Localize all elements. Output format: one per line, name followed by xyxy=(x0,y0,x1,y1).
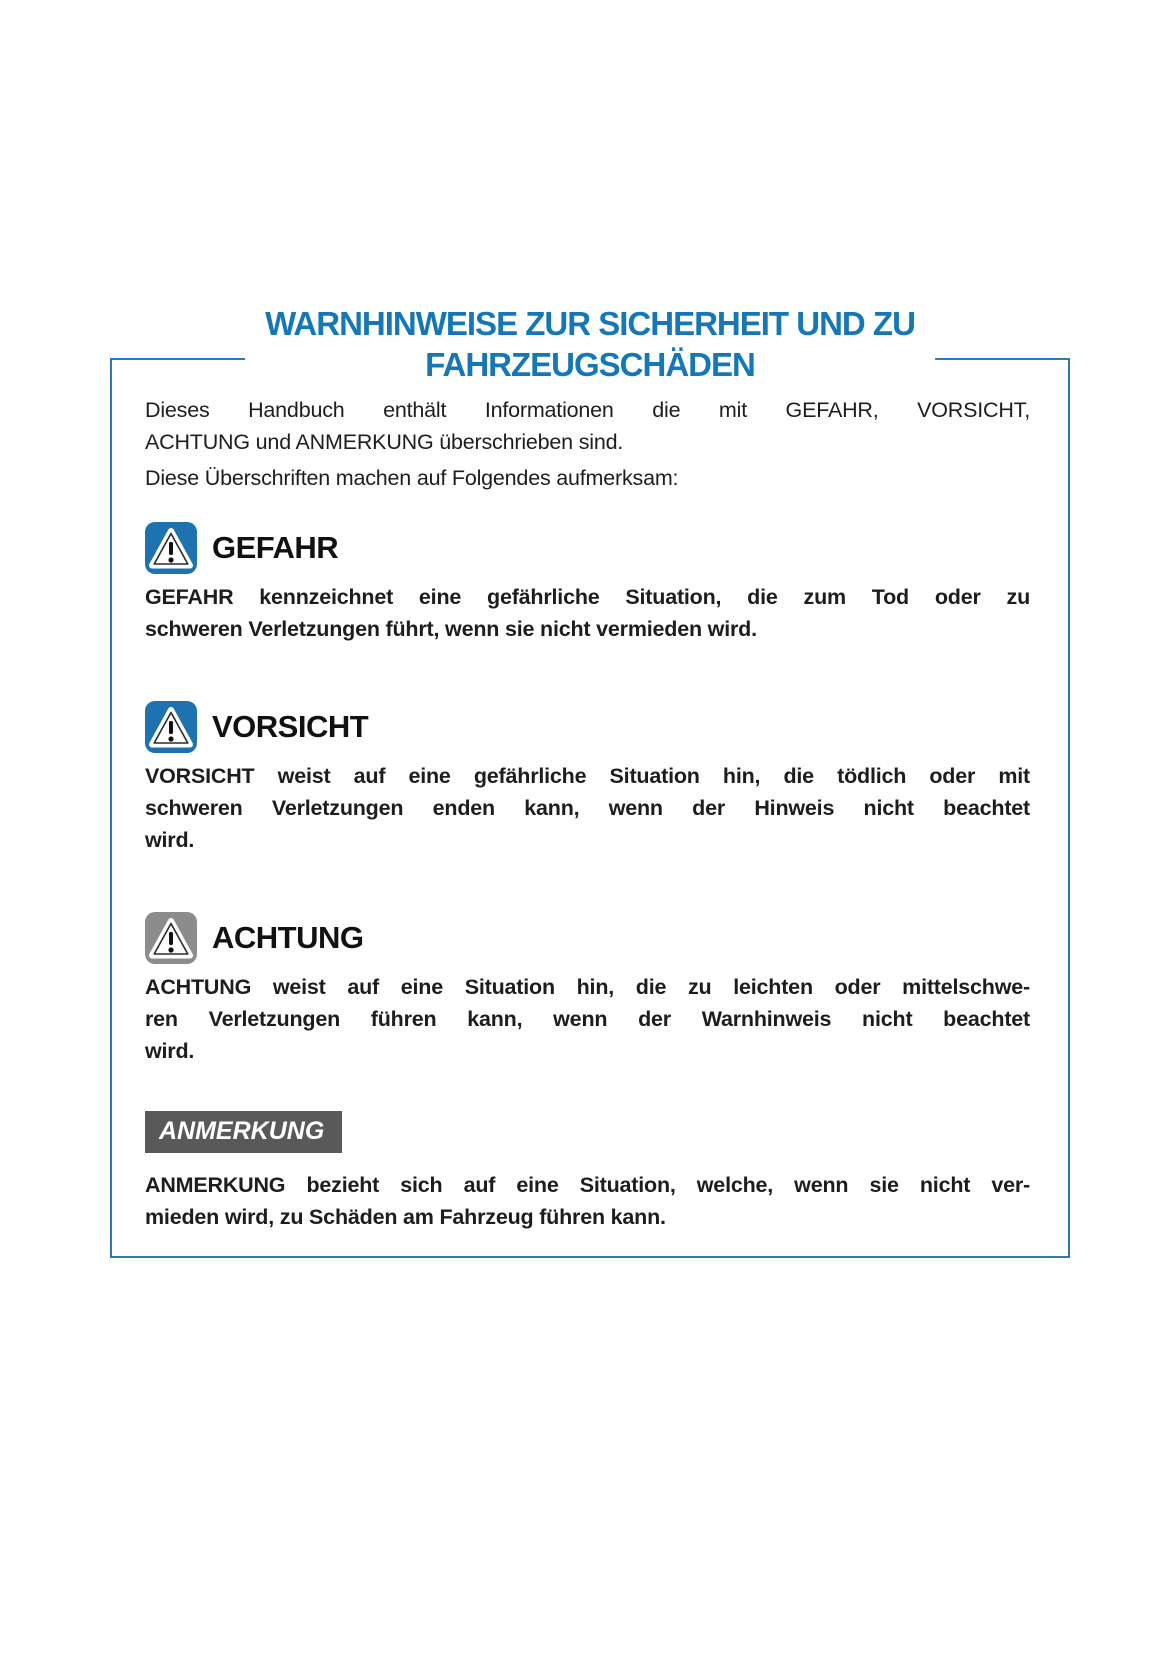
intro-line: Dieses Handbuch enthält Informationen die mit GEFAHR, VORSICHT, xyxy=(145,398,1030,422)
warning-triangle-icon xyxy=(145,701,197,753)
section-title: GEFAHR xyxy=(212,530,339,565)
intro-subline: Diese Überschriften machen auf Folgendes aufmerksam: xyxy=(145,466,679,490)
section-title: VORSICHT xyxy=(212,709,369,744)
paragraph-line: VORSICHT weist auf eine gefährliche Situation hin, die tödlich oder mit xyxy=(145,764,1030,788)
paragraph-line: wird. xyxy=(145,828,195,852)
page-title-line1: WARNHINWEISE ZUR SICHERHEIT UND ZU xyxy=(265,305,915,342)
paragraph-line: ren Verletzungen führen kann, wenn der Warnhinweis nicht beachtet xyxy=(145,1007,1030,1031)
section-heading-achtung xyxy=(145,912,1030,964)
paragraph-line: mieden wird, zu Schäden am Fahrzeug führen kann. xyxy=(145,1205,666,1229)
intro-paragraph xyxy=(145,394,1030,494)
section-heading-gefahr xyxy=(145,522,1030,574)
paragraph-line: wird. xyxy=(145,1039,195,1063)
warning-triangle-icon xyxy=(145,522,197,574)
section-paragraph-vorsicht xyxy=(145,760,1030,856)
paragraph-line: GEFAHR kennzeichnet eine gefährliche Situation, die zum Tod oder zu xyxy=(145,585,1030,609)
section-paragraph-achtung xyxy=(145,971,1030,1067)
paragraph-line: ACHTUNG weist auf eine Situation hin, die zu leichten oder mittelschwe- xyxy=(145,975,1030,999)
intro-line: ACHTUNG und ANMERKUNG überschrieben sind. xyxy=(145,430,624,454)
anmerkung-badge: ANMERKUNG xyxy=(145,1111,342,1153)
section-paragraph-gefahr xyxy=(145,581,1030,645)
section-paragraph-anmerkung xyxy=(145,1169,1030,1233)
warning-triangle-icon xyxy=(145,912,197,964)
paragraph-line: schweren Verletzungen führt, wenn sie nicht vermieden wird. xyxy=(145,617,757,641)
paragraph-line: schweren Verletzungen enden kann, wenn der Hinweis nicht beachtet xyxy=(145,796,1030,820)
warning-notice-box xyxy=(110,305,1070,1258)
paragraph-line: ANMERKUNG bezieht sich auf eine Situation, welche, wenn sie nicht ver- xyxy=(145,1173,1030,1197)
section-title: ACHTUNG xyxy=(212,920,364,955)
page-title xyxy=(245,303,935,385)
section-heading-vorsicht xyxy=(145,701,1030,753)
page-title-line2: FAHRZEUGSCHÄDEN xyxy=(425,346,755,383)
